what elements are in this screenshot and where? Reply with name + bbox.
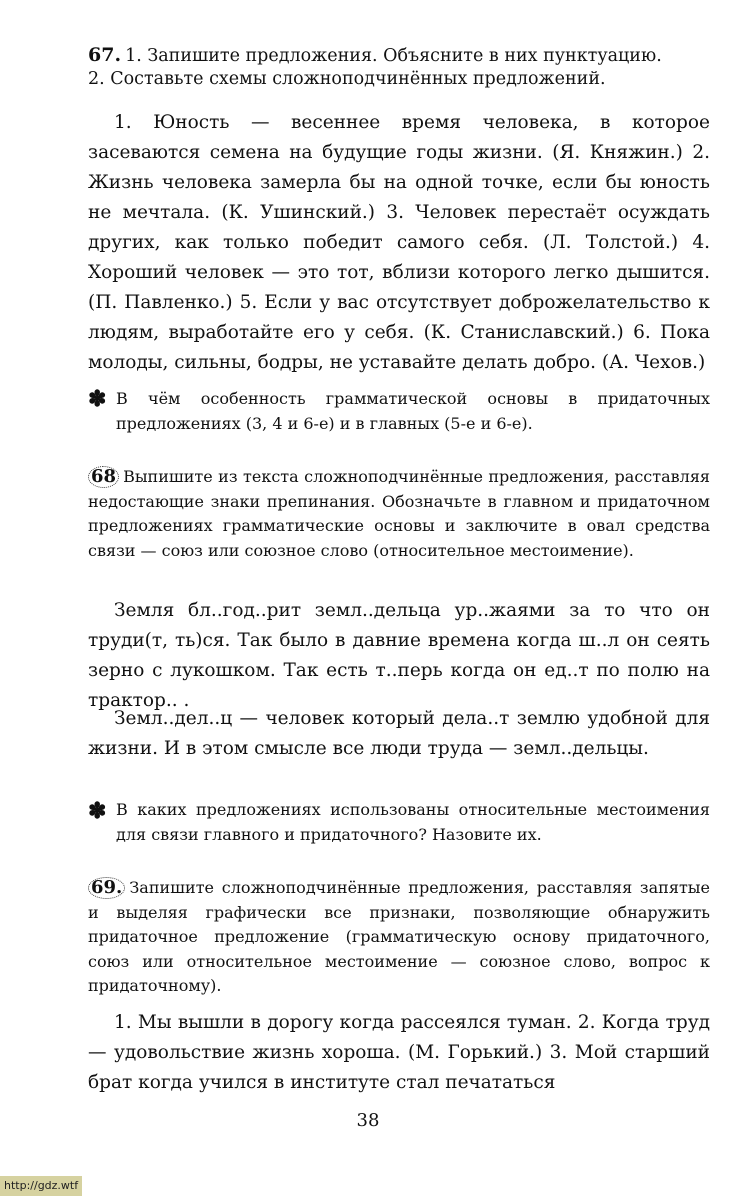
ex68-task-text: Выпишите из текста сложноподчинённые предложения, расставляя недостающие знаки препинания. Обозначьте в главном и придаточном предложениях грамматические основы и заключите в овал средства связи — союз или союзное слово (относительное местоимение). — [88, 467, 710, 560]
ex67-text: 1. Юность — весеннее время человека, в которое засеваются семена на будущие годы жизни. (Я. Княжин.) 2. Жизнь человека замерла бы на одной точке, если бы юность не мечтала. (К. Ушинский.) 3. Человек перестаёт осуждать других, как только победит самого себя. (Л. Толстой.) 4. Хороший человек — это тот, вблизи которого легко дышится. (П. Павленко.) 5. Если у вас отсутствует доброжелательство к людям, выработайте его у себя. (К. Станиславский.) 6. Пока молоды, сильны, бодры, не уставайте делать добро. (А. Чехов.) — [88, 112, 710, 373]
ex68-paragraph-2: Земл..дел..ц — человек который дела..т землю удобной для жизни. И в этом смысле все люди труда — земл..дельцы. — [88, 708, 710, 759]
ex67-title-line2: 2. Составьте схемы сложноподчинённых предложений. — [88, 69, 606, 89]
ex67-number: 67. — [88, 44, 122, 66]
ex68-task — [88, 465, 710, 563]
ex69-number: 69. — [88, 877, 125, 899]
question-star-icon: ✽ — [88, 798, 107, 824]
ex67-question: В чём особенность грамматической основы в придаточных предложениях (3, 4 и 6-е) и в главных (5-е и 6-е). — [116, 389, 710, 433]
ex68-paragraph-1: Земля бл..год..рит земл..дельца ур..жаями за то что он труди(т, ть)ся. Так было в давние времена когда ш..л он сеять зерно с лукошком. Так есть т..перь когда он ед..т по полю на трактор.. . — [88, 600, 710, 711]
ex67-title-line1: 1. Запишите предложения. Объясните в них пунктуацию. — [125, 46, 662, 66]
watermark-link[interactable]: http://gdz.wtf — [0, 1176, 82, 1196]
ex69-task — [88, 876, 710, 999]
page-number: 38 — [356, 1110, 380, 1131]
ex67-task — [88, 44, 710, 91]
ex68-question: В каких предложениях использованы относительные местоимения для связи главного и придаточного? Назовите их. — [116, 800, 710, 844]
ex69-text: 1. Мы вышли в дорогу когда рассеялся туман. 2. Когда труд — удовольствие жизнь хороша. (М. Горький.) 3. Мой старший брат когда учился в институте стал печататься — [88, 1012, 710, 1093]
ex69-task-text: Запишите сложноподчинённые предложения, расставляя запятые и выделяя графически все признаки, позволяющие обнаружить придаточное предложение (грамматическую основу придаточного, союз или относительное местоимение — союзное слово, вопрос к придаточному). — [88, 878, 710, 995]
question-star-icon: ✽ — [88, 386, 107, 412]
ex68-number: 68 — [88, 466, 119, 488]
